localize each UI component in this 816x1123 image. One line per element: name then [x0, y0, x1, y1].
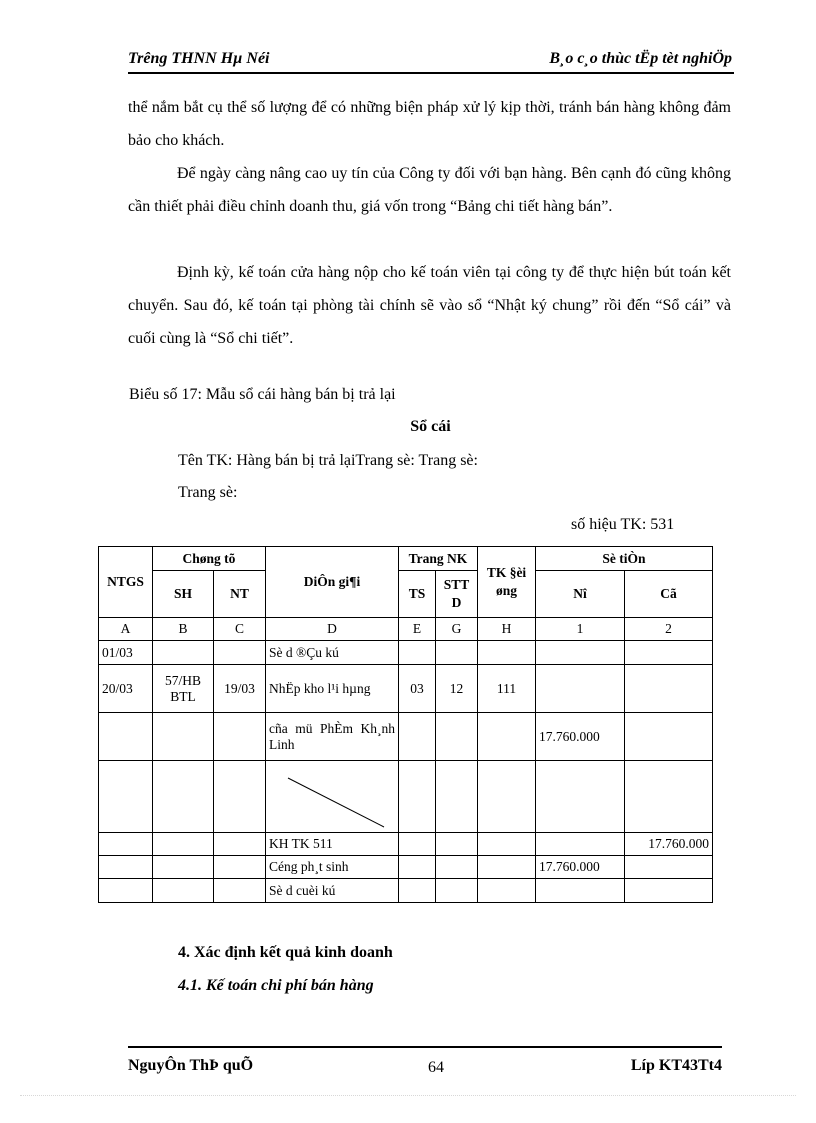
cell-desc: Céng ph¸t sinh [266, 856, 399, 879]
cell-desc: Sè d ®Çu kú [266, 641, 399, 665]
header-school: Trêng THNN Hµ Néi [128, 50, 270, 67]
cell-stt [436, 713, 478, 761]
cell-ts [399, 856, 436, 879]
cell-sh [153, 879, 214, 903]
cell-desc: KH TK 511 [266, 833, 399, 856]
header-ts: TS [399, 571, 436, 618]
cell-ntgs [99, 879, 153, 903]
ledger-table [98, 546, 713, 903]
cell-desc: cña mü PhÈm Kh¸nh Linh [266, 713, 399, 761]
cell-co: 17.760.000 [625, 833, 713, 856]
page-number: 64 [428, 1059, 444, 1076]
cell-nt [214, 856, 266, 879]
cell-stt [436, 856, 478, 879]
cell-no: 17.760.000 [536, 713, 625, 761]
page-header [128, 48, 734, 74]
cell-nt [214, 761, 266, 833]
header-tk-doi-ung: TK §èi øng [478, 547, 536, 618]
letter-cell: C [214, 618, 266, 641]
cell-ntgs [99, 856, 153, 879]
table-row [99, 713, 713, 761]
letter-cell: D [266, 618, 399, 641]
header-no: Nî [536, 571, 625, 618]
cell-no [536, 641, 625, 665]
letter-cell: H [478, 618, 536, 641]
page-edge-divider [20, 1095, 796, 1096]
diagonal-strike-line [266, 762, 398, 832]
cell-co [625, 761, 713, 833]
cell-no [536, 665, 625, 713]
letter-cell: B [153, 618, 214, 641]
cell-stt: 12 [436, 665, 478, 713]
cell-stt [436, 641, 478, 665]
section-heading-4: 4. Xác định kết quả kinh doanh [178, 944, 393, 961]
paragraph-2 [128, 157, 731, 223]
cell-ts [399, 833, 436, 856]
account-number: số hiệu TK: 531 [571, 516, 675, 533]
cell-ntgs: 20/03 [99, 665, 153, 713]
letter-cell: 1 [536, 618, 625, 641]
cell-sh [153, 641, 214, 665]
cell-co [625, 856, 713, 879]
page-number-line: Trang sè: [178, 484, 238, 501]
letter-cell: E [399, 618, 436, 641]
cell-nt: 19/03 [214, 665, 266, 713]
letter-cell: A [99, 618, 153, 641]
cell-ts: 03 [399, 665, 436, 713]
cell-ts [399, 641, 436, 665]
cell-tk [478, 713, 536, 761]
table-row [99, 641, 713, 665]
paragraph-2-text: Để ngày càng nâng cao uy tín của Công ty đối với bạn hàng. Bên cạnh đó cũng không cần thiết phải điều chỉnh doanh thu, giá vốn trong “Bảng chi tiết hàng bán”. [128, 165, 731, 215]
header-co: Cã [625, 571, 713, 618]
letter-cell: 2 [625, 618, 713, 641]
header-sttd: STT D [436, 571, 478, 618]
cell-tk [478, 761, 536, 833]
cell-ntgs [99, 761, 153, 833]
cell-no [536, 833, 625, 856]
ledger-caption: Biểu số 17: Mẫu sổ cái hàng bán bị trả lại [129, 386, 396, 403]
header-nt: NT [214, 571, 266, 618]
cell-co [625, 879, 713, 903]
paragraph-3-text: Định kỳ, kế toán cửa hàng nộp cho kế toán viên tại công ty để thực hiện bút toán kết chuyển. Sau đó, kế toán tại phòng tài chính sẽ vào sổ “Nhật ký chung” rồi đến “Sổ cái” và cuối cùng là “Sổ chi tiết”. [128, 264, 731, 347]
table-row [99, 833, 713, 856]
ledger-title: Sổ cái [410, 418, 451, 435]
header-so-tien: Sè tiÒn [536, 547, 713, 571]
cell-co [625, 713, 713, 761]
footer-class: Líp KT43Tt4 [630, 1057, 722, 1074]
cell-co [625, 665, 713, 713]
cell-sh [153, 833, 214, 856]
table-row [99, 761, 713, 833]
cell-tk [478, 833, 536, 856]
cell-sh [153, 761, 214, 833]
header-ntgs: NTGS [99, 547, 153, 618]
table-row [99, 665, 713, 713]
header-trang-nk: Trang NK [399, 547, 478, 571]
cell-no [536, 761, 625, 833]
cell-desc: Sè d cuèi kú [266, 879, 399, 903]
cell-nt [214, 713, 266, 761]
header-dien-giai: DiÔn gi¶i [266, 547, 399, 618]
cell-nt [214, 833, 266, 856]
cell-ntgs: 01/03 [99, 641, 153, 665]
cell-stt [436, 833, 478, 856]
paragraph-1: thể nắm bắt cụ thể số lượng để có những biện pháp xử lý kịp thời, tránh bán hàng không đảm bảo cho khách. [128, 99, 731, 149]
cell-no [536, 879, 625, 903]
cell-desc: NhËp kho l¹i hµng [266, 665, 399, 713]
cell-desc-crossed [266, 761, 399, 833]
page-footer [128, 1046, 722, 1078]
cell-tk: 111 [478, 665, 536, 713]
cell-no: 17.760.000 [536, 856, 625, 879]
cell-sh: 57/HB BTL [153, 665, 214, 713]
section-heading-4-1: 4.1. Kế toán chi phí bán hàng [178, 977, 374, 994]
table-row [99, 856, 713, 879]
header-report-title: B¸o c¸o thùc tËp tèt nghiÖp [549, 50, 732, 67]
table-row [99, 879, 713, 903]
account-name: Tên TK: Hàng bán bị trả lạiTrang sè: Trang sè: [178, 452, 478, 469]
header-sh: SH [153, 571, 214, 618]
cell-stt [436, 879, 478, 903]
footer-author: NguyÔn ThÞ quÕ [128, 1057, 254, 1074]
cell-sh [153, 856, 214, 879]
cell-nt [214, 641, 266, 665]
cell-tk [478, 856, 536, 879]
cell-nt [214, 879, 266, 903]
cell-ts [399, 761, 436, 833]
cell-ts [399, 713, 436, 761]
cell-sh [153, 713, 214, 761]
cell-ntgs [99, 713, 153, 761]
cell-ntgs [99, 833, 153, 856]
cell-tk [478, 641, 536, 665]
cell-tk [478, 879, 536, 903]
cell-ts [399, 879, 436, 903]
letter-cell: G [436, 618, 478, 641]
header-chung-tu: Chøng tõ [153, 547, 266, 571]
cell-stt [436, 761, 478, 833]
cell-co [625, 641, 713, 665]
paragraph-3 [128, 256, 731, 355]
